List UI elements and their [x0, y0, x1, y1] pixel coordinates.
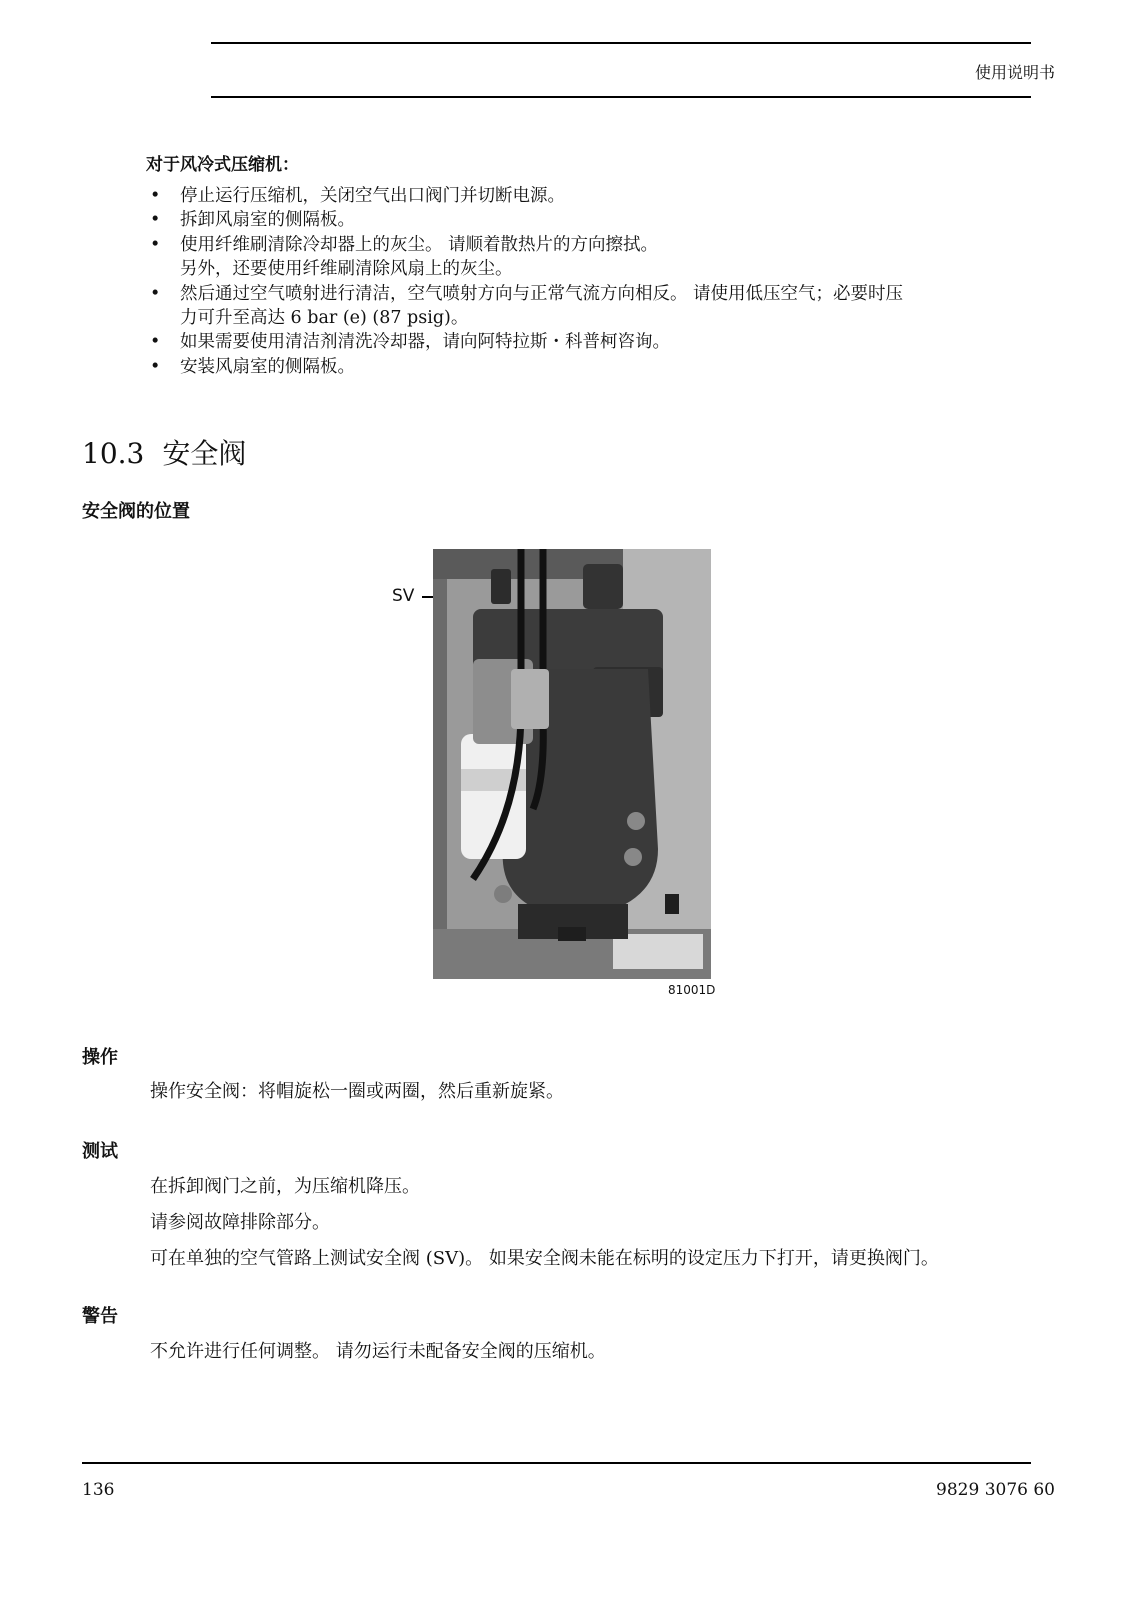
- section-heading: [82, 432, 246, 472]
- document-number: 9829 3076 60: [936, 1480, 1055, 1500]
- list-item: • 安装风扇室的侧隔板。: [146, 355, 1066, 379]
- operation-text: 操作安全阀：将帽旋松一圈或两圈，然后重新旋紧。: [150, 1081, 564, 1102]
- list-item-continuation: 另外，还要使用纤维刷清除风扇上的灰尘。: [180, 259, 513, 280]
- warning-text: 不允许进行任何调整。 请勿运行未配备安全阀的压缩机。: [150, 1341, 606, 1362]
- test-heading: 测试: [82, 1141, 118, 1162]
- list-item: • 如果需要使用清洁剂清洗冷却器，请向阿特拉斯・科普柯咨询。: [146, 330, 1066, 354]
- compressor-photo: [433, 549, 711, 979]
- figure-id-label: 81001D: [668, 983, 716, 997]
- section-number: 10.3: [82, 437, 145, 470]
- page-number: 136: [82, 1480, 115, 1500]
- location-heading: 安全阀的位置: [82, 501, 190, 522]
- header-top-rule: [211, 42, 1031, 44]
- footer-rule: [82, 1462, 1031, 1464]
- list-item: • 停止运行压缩机，关闭空气出口阀门并切断电源。: [146, 184, 1066, 208]
- warning-heading: 警告: [82, 1306, 118, 1327]
- operation-heading: 操作: [82, 1047, 118, 1068]
- list-item: • 然后通过空气喷射进行清洁，空气喷射方向与正常气流方向相反。 请使用低压空气；必要时压 力可升至高达 6 bar (e) (87 psig)。: [146, 282, 1066, 331]
- figure-callout-label: SV: [392, 586, 415, 606]
- test-line: 在拆卸阀门之前，为压缩机降压。: [150, 1176, 420, 1197]
- test-line: 请参阅故障排除部分。: [150, 1212, 330, 1233]
- aircooled-bullet-list: [146, 184, 1066, 379]
- list-item: • 使用纤维刷清除冷却器上的灰尘。 请顺着散热片的方向擦拭。 另外，还要使用纤维刷清除风扇上的灰尘。: [146, 233, 1066, 282]
- list-item: • 拆卸风扇室的侧隔板。: [146, 208, 1066, 232]
- aircooled-heading: 对于风冷式压缩机：: [146, 155, 299, 175]
- list-item-continuation: 力可升至高达 6 bar (e) (87 psig)。: [180, 308, 469, 329]
- header-title: 使用说明书: [974, 63, 1055, 82]
- section-title: 安全阀: [162, 437, 247, 470]
- header-bottom-rule: [211, 96, 1031, 98]
- test-line: 可在单独的空气管路上测试安全阀 (SV)。 如果安全阀未能在标明的设定压力下打开，请更换阀门。: [150, 1248, 939, 1269]
